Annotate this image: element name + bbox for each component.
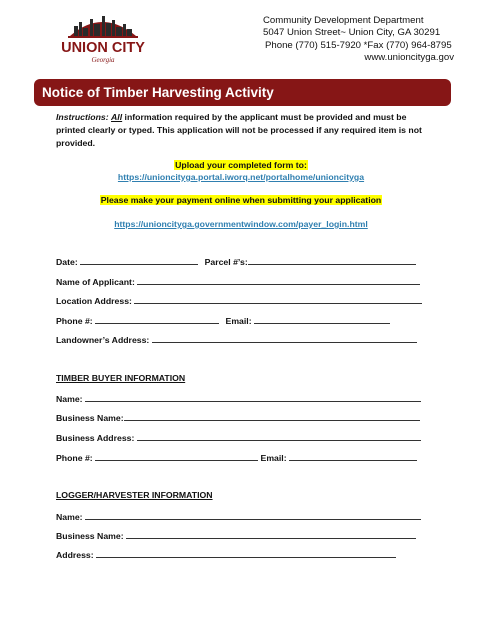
payment-label: Please make your payment online when submitting your application: [100, 195, 382, 205]
department-info: [254, 15, 454, 65]
location-row: [56, 294, 426, 306]
logo-wordmark: UNION CITY: [61, 40, 145, 56]
applicant-row: [56, 275, 426, 287]
tb-business-address-field[interactable]: [137, 431, 421, 441]
lg-address-label: Address:: [56, 550, 94, 560]
email-field[interactable]: [254, 314, 390, 324]
tb-email-field[interactable]: [289, 451, 417, 461]
landowner-field[interactable]: [152, 333, 417, 343]
upload-link-line: [56, 172, 426, 182]
lg-name-row: [56, 510, 426, 522]
tb-phone-field[interactable]: [95, 451, 258, 461]
upload-label: Upload your completed form to:: [175, 160, 307, 170]
location-field[interactable]: [134, 294, 422, 304]
lg-name-label: Name:: [56, 512, 83, 522]
instructions-label: Instructions:: [56, 112, 109, 122]
instructions: [56, 111, 426, 150]
title-banner: [34, 79, 451, 106]
lg-name-field[interactable]: [85, 510, 421, 520]
lg-address-field[interactable]: [96, 548, 396, 558]
tb-business-name-field[interactable]: [124, 411, 420, 421]
lg-address-row: [56, 548, 426, 560]
payment-label-line: [56, 195, 426, 205]
union-city-logo: [56, 10, 148, 64]
email-label: Email:: [225, 316, 252, 326]
phone-email-row: [56, 314, 426, 326]
lg-business-name-row: [56, 529, 426, 541]
tb-name-row: [56, 392, 426, 404]
tb-name-field[interactable]: [85, 392, 421, 402]
parcel-field[interactable]: [248, 255, 416, 265]
lg-business-name-field[interactable]: [126, 529, 416, 539]
tb-name-label: Name:: [56, 394, 83, 404]
lg-business-name-label: Business Name:: [56, 531, 124, 541]
tb-phone-email-row: [56, 451, 426, 463]
phone-field[interactable]: [95, 314, 219, 324]
tb-email-label: Email:: [260, 453, 287, 463]
instructions-emphasis: All: [111, 112, 123, 122]
department-name: Community Development Department: [263, 15, 424, 26]
location-label: Location Address:: [56, 296, 132, 306]
upload-label-line: [56, 160, 426, 170]
department-phone: Phone (770) 515-7920 *Fax (770) 964-8795: [265, 39, 452, 51]
applicant-label: Name of Applicant:: [56, 277, 135, 287]
payment-portal-link[interactable]: https://unioncityga.governmentwindow.com/payer_login.html: [114, 219, 368, 229]
department-website: www.unioncityga.gov: [364, 52, 454, 64]
department-address: 5047 Union Street~ Union City, GA 30291: [263, 27, 441, 39]
instructions-text: information required by the applicant must be provided and must be printed clearly or typed. This application will not be processed if any required item is not provided.: [56, 112, 422, 148]
landowner-label: Landowner’s Address:: [56, 335, 150, 345]
applicant-field[interactable]: [137, 275, 420, 285]
date-label: Date:: [56, 257, 78, 267]
landowner-row: [56, 333, 426, 345]
page-title: Notice of Timber Harvesting Activity: [42, 85, 274, 100]
upload-portal-link[interactable]: https://unioncityga.portal.iworq.net/portalhome/unioncityga: [117, 172, 365, 182]
timber-buyer-heading: TIMBER BUYER INFORMATION: [56, 373, 186, 383]
tb-business-address-row: [56, 431, 426, 443]
tb-business-name-label: Business Name:: [56, 413, 124, 423]
parcel-label: Parcel #’s:: [204, 257, 248, 267]
logger-heading: LOGGER/HARVESTER INFORMATION: [56, 490, 213, 500]
date-parcel-row: [56, 255, 426, 267]
date-field[interactable]: [80, 255, 198, 265]
city-skyline-icon: [56, 10, 148, 64]
tb-business-name-row: [56, 411, 426, 423]
tb-phone-label: Phone #:: [56, 453, 93, 463]
tb-business-address-label: Business Address:: [56, 433, 135, 443]
payment-link-line: [56, 219, 426, 229]
phone-label: Phone #:: [56, 316, 93, 326]
logo-script: Georgia: [91, 56, 115, 64]
